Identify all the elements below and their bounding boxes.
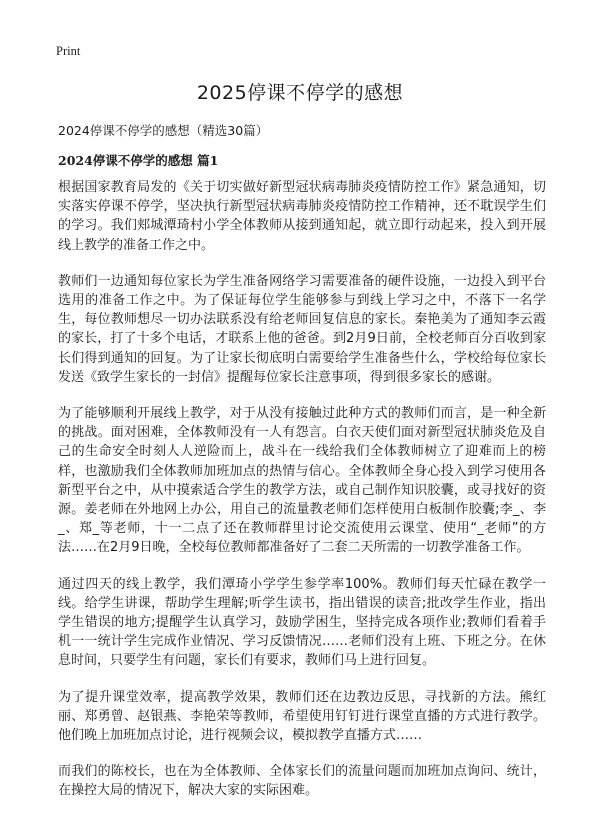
paragraph: 通过四天的线上教学，我们潭琦小学学生参学率100%。教师们每天忙碌在教学一线。给学生讲课，帮助学生理解;听学生读书，指出错误的读音;批改学生作业，指出学生错误的地方;提醒学生认真学习，鼓励学困生，坚持完成各项作业;教师们看着手机一一统计学生完成作业情况、学习反馈情况……老师们没有上班、下班之分。在休息时间，只要学生有问题，家长们有要求，教师们马上进行回复。 — [58, 576, 546, 669]
print-link[interactable]: Print — [56, 44, 81, 58]
paragraph: 为了能够顺利开展线上教学，对于从没有接触过此种方式的教师们而言，是一种全新的挑战。面对困难，全体教师没有一人有怨言。白衣天使们面对新型冠状肺炎危及自己的生命安全时刻人人逆险而上，战斗在一线给我们全体教师树立了迎难而上的榜样，也激励我们全体教师加班加点的热情与信心。全体教师全身心投入到学习使用各新型平台之中，从中摸索适合学生的教学方法，或自己制作知识胶囊，或寻找好的资源。姜老师在外地网上办公，用自己的流量教老师们怎样使用白板制作胶囊;李_、李_、郑_等老师，十一二点了还在教师群里讨论交流使用云课堂、使用“_老师”的方法……在2月9日晚，全校每位教师都准备好了二套二天所需的一切教学准备工作。 — [58, 406, 546, 556]
article-body — [58, 178, 546, 818]
paragraph: 为了提升课堂效率，提高教学效果，教师们还在边教边反思，寻找新的方法。熊红丽、郑勇曾、赵银燕、李艳荣等教师，希望使用钉钉进行课堂直播的方式进行教学。他们晚上加班加点讨论，进行视频会议，模拟教学直播方式…… — [58, 689, 546, 744]
paragraph: 教师们一边通知每位家长为学生准备网络学习需要准备的硬件设施，一边投入到平台选用的准备工作之中。为了保证每位学生能够参与到线上学习之中，不落下一名学生，每位教师想尽一切办法联系没有给老师回复信息的家长。秦艳美为了通知李云霞的家长，打了十多个电话，才联系上他的爸爸。到2月9日前，全校老师百分百收到家长们得到通知的回复。为了让家长彻底明白需要给学生准备些什么，学校给每位家长发送《致学生家长的一封信》提醒每位家长注意事项，得到很多家长的感谢。 — [58, 273, 546, 385]
paragraph: 根据国家教育局发的《关于切实做好新型冠状病毒肺炎疫情防控工作》紧急通知，切实落实停课不停学，坚决执行新型冠状病毒肺炎疫情防控工作精神，还不耽误学生们的学习。我们郏城潭琦村小学全体教师从接到通知起，就立即行动起来，投入到开展线上教学的准备工作之中。 — [58, 180, 546, 253]
document-subtitle: 2024停课不停学的感想（精选30篇） — [58, 123, 269, 138]
section-heading: 2024停课不停学的感想 篇1 — [58, 153, 219, 168]
document-title: 2025停课不停学的感想 — [196, 82, 404, 104]
paragraph: 而我们的陈校长，也在为全体教师、全体家长们的流量问题而加班加点询问、统计，在操控大局的情况下，解决大家的实际困难。 — [58, 764, 546, 799]
